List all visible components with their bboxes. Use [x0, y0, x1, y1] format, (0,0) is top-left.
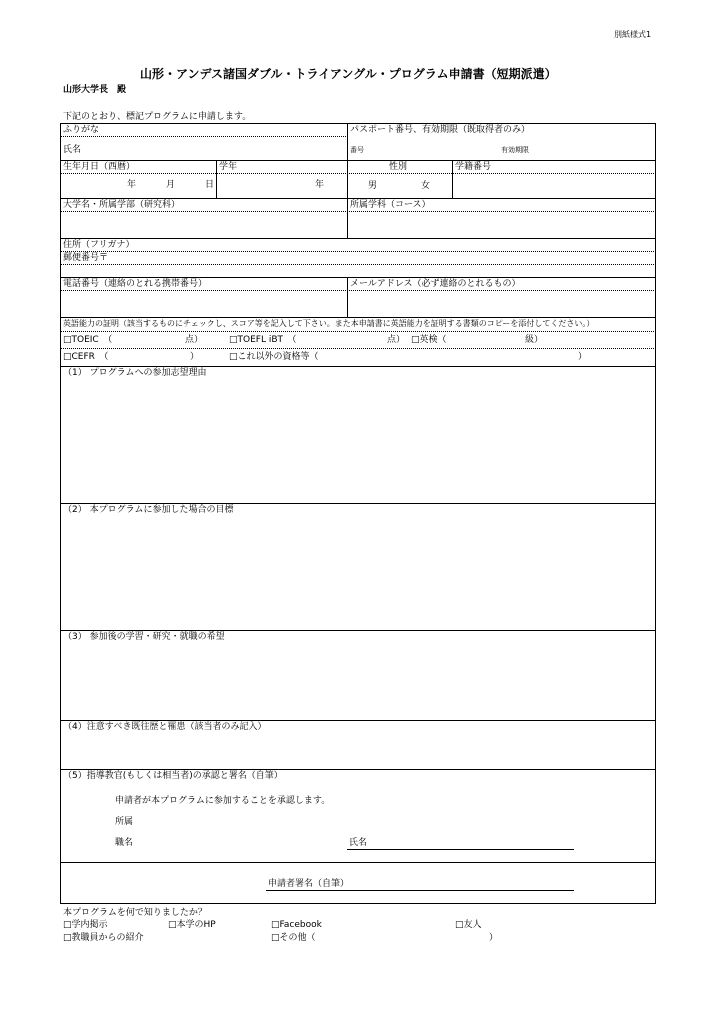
birthdate-label: 生年月日（西暦）	[63, 162, 136, 172]
applicant-signature-line	[266, 890, 574, 891]
form-number: 別紙様式1	[614, 30, 652, 39]
birth-day-unit: 日	[205, 180, 215, 190]
advisor-affiliation-label: 所属	[115, 817, 134, 827]
furigana-label: ふりがな	[63, 125, 100, 135]
name-label: 氏名	[63, 145, 82, 155]
survey-facebook[interactable]: □Facebook	[271, 920, 322, 930]
other-qualification-close: ）	[578, 352, 588, 362]
cefr-checkbox[interactable]: □CEFR （	[63, 352, 109, 362]
grade-unit: 年	[315, 180, 325, 190]
toefl-checkbox[interactable]: □TOEFL iBT （	[229, 335, 297, 345]
email-label: メールアドレス（必ず連絡のとれるもの）	[350, 279, 521, 289]
survey-other-close: ）	[489, 933, 499, 943]
department-label: 所属学科（コース）	[350, 200, 431, 210]
passport-number-label: 番号	[350, 146, 364, 154]
english-heading: 英語能力の証明（該当するものにチェックし、スコア等を記入して下さい。また本申請書に英語能力を証明する書類のコピーを添付してください。）	[63, 319, 595, 328]
cefr-close: ）	[190, 352, 200, 362]
survey-faculty-referral[interactable]: □教職員からの紹介	[63, 933, 144, 943]
passport-expiry-label: 有効期限	[501, 146, 529, 154]
other-qualification-checkbox[interactable]: □これ以外の資格等（	[229, 352, 319, 362]
address-label: 住所（フリガナ）	[63, 240, 135, 250]
section-2-heading: （2） 本プログラムに参加した場合の目標	[63, 505, 234, 515]
approval-text: 申請者が本プログラムに参加することを承認します。	[115, 796, 331, 806]
addressee: 山形大学長 殿	[63, 85, 127, 95]
survey-friend[interactable]: □友人	[455, 920, 482, 930]
gender-female[interactable]: 女	[421, 181, 431, 191]
eiken-unit: 級）	[525, 335, 544, 345]
eiken-checkbox[interactable]: □英検（	[411, 335, 447, 345]
passport-label: パスポート番号、有効期限（既取得者のみ）	[350, 125, 531, 135]
applicant-signature-label: 申請者署名（自筆）	[268, 879, 350, 889]
birth-year-unit: 年	[127, 180, 137, 190]
survey-university-hp[interactable]: □本学のHP	[168, 920, 216, 930]
postal-label: 郵便番号〒	[63, 253, 109, 263]
section-4-heading: （4）注意すべき既往歴と罹患（該当者のみ記入）	[63, 722, 267, 732]
page-title: 山形・アンデス諸国ダブル・トライアングル・プログラム申請書（短期派遣）	[140, 67, 557, 81]
section-5-heading: （5）指導教官(もしくは相当者)の承認と署名（自筆）	[63, 771, 283, 781]
gender-male[interactable]: 男	[368, 181, 378, 191]
toeic-unit: 点）	[185, 335, 204, 345]
student-id-label: 学籍番号	[455, 162, 492, 172]
toefl-unit: 点）	[387, 335, 406, 345]
birth-month-unit: 月	[166, 180, 176, 190]
section-3-heading: （3） 参加後の学習・研究・就職の希望	[63, 632, 225, 642]
intro-text: 下記のとおり、標記プログラムに申請します。	[63, 112, 252, 122]
advisor-name-label: 氏名	[349, 838, 368, 848]
section-1-heading: （1） プログラムへの参加志望理由	[63, 368, 207, 378]
survey-campus-posting[interactable]: □学内掲示	[63, 920, 108, 930]
gender-label: 性別	[389, 162, 408, 172]
toeic-checkbox[interactable]: □TOEIC （	[63, 335, 113, 345]
advisor-signature-line	[347, 849, 574, 850]
grade-label: 学年	[219, 162, 238, 172]
advisor-position-label: 職名	[115, 838, 134, 848]
survey-other[interactable]: □その他（	[271, 933, 316, 943]
university-label: 大学名・所属学部（研究科）	[63, 200, 181, 210]
survey-question: 本プログラムを何で知りましたか？	[63, 908, 207, 918]
phone-label: 電話番号（連絡のとれる携帯番号）	[63, 279, 208, 289]
